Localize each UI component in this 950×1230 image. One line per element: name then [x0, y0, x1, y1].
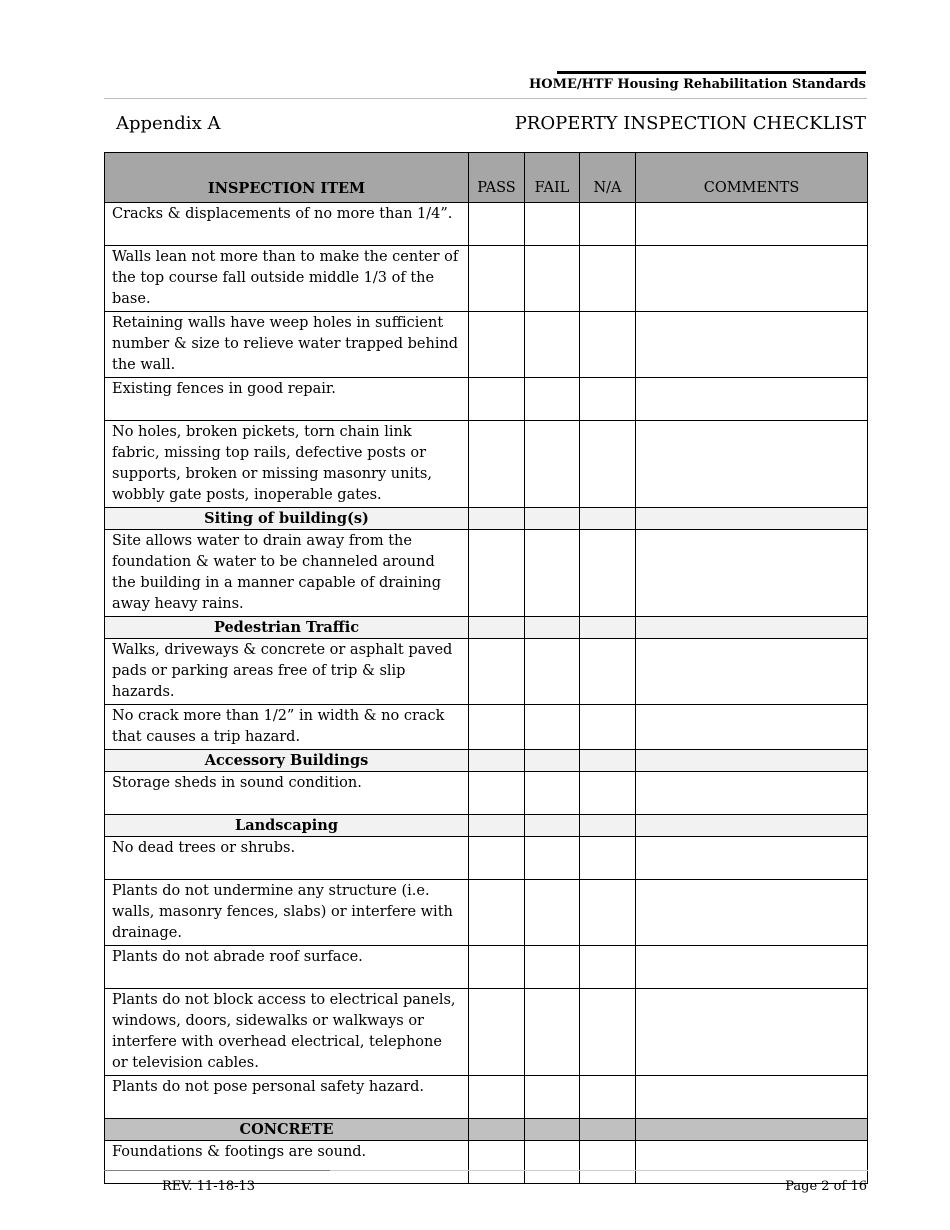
inspection-item-text: Cracks & displacements of no more than 1/4”.	[105, 203, 469, 246]
na-cell	[580, 1119, 636, 1141]
comments-cell	[636, 815, 868, 837]
pass-cell[interactable]	[469, 203, 525, 246]
subheading-text: Siting of building(s)	[105, 508, 469, 530]
checklist-body	[105, 203, 868, 1184]
comments-cell[interactable]	[636, 203, 868, 246]
comments-cell	[636, 508, 868, 530]
inspection-item-text: Retaining walls have weep holes in sufficient number & size to relieve water trapped behind the wall.	[105, 312, 469, 378]
pass-cell[interactable]	[469, 705, 525, 750]
header-rule	[104, 98, 867, 99]
fail-cell	[525, 750, 580, 772]
comments-cell[interactable]	[636, 772, 868, 815]
comments-cell	[636, 617, 868, 639]
table-row	[105, 946, 868, 989]
table-row	[105, 246, 868, 312]
column-header-inspection-item: INSPECTION ITEM	[105, 153, 469, 203]
na-cell[interactable]	[580, 639, 636, 705]
na-cell[interactable]	[580, 421, 636, 508]
na-cell[interactable]	[580, 1076, 636, 1119]
fail-cell[interactable]	[525, 312, 580, 378]
table-row	[105, 772, 868, 815]
comments-cell[interactable]	[636, 530, 868, 617]
comments-cell[interactable]	[636, 880, 868, 946]
table-row	[105, 880, 868, 946]
column-header-pass: PASS	[469, 153, 525, 203]
na-cell[interactable]	[580, 246, 636, 312]
revision-label: REV. 11-18-13	[162, 1179, 256, 1194]
table-row	[105, 1141, 868, 1184]
footer-rule-right	[330, 1170, 868, 1171]
comments-cell[interactable]	[636, 705, 868, 750]
comments-cell	[636, 750, 868, 772]
fail-cell[interactable]	[525, 530, 580, 617]
comments-cell[interactable]	[636, 246, 868, 312]
pass-cell[interactable]	[469, 530, 525, 617]
inspection-item-text: Plants do not undermine any structure (i.e. walls, masonry fences, slabs) or interfere with drainage.	[105, 880, 469, 946]
pass-cell[interactable]	[469, 989, 525, 1076]
subheading-text: Landscaping	[105, 815, 469, 837]
comments-cell[interactable]	[636, 1141, 868, 1184]
footer-rule-left	[104, 1170, 330, 1171]
inspection-item-text: Walks, driveways & concrete or asphalt paved pads or parking areas free of trip & slip hazards.	[105, 639, 469, 705]
na-cell[interactable]	[580, 530, 636, 617]
na-cell	[580, 617, 636, 639]
pass-cell[interactable]	[469, 312, 525, 378]
pass-cell[interactable]	[469, 378, 525, 421]
pass-cell[interactable]	[469, 1141, 525, 1184]
comments-cell[interactable]	[636, 1076, 868, 1119]
section-heading: CONCRETE	[105, 1119, 469, 1141]
inspection-item-text: Storage sheds in sound condition.	[105, 772, 469, 815]
inspection-item-text: No holes, broken pickets, torn chain link fabric, missing top rails, defective posts or supports, broken or missing masonry units, wobbly gate posts, inoperable gates.	[105, 421, 469, 508]
fail-cell[interactable]	[525, 989, 580, 1076]
fail-cell[interactable]	[525, 1076, 580, 1119]
comments-cell[interactable]	[636, 378, 868, 421]
fail-cell	[525, 508, 580, 530]
subheading-text: Pedestrian Traffic	[105, 617, 469, 639]
na-cell[interactable]	[580, 1141, 636, 1184]
checklist-title: PROPERTY INSPECTION CHECKLIST	[514, 113, 866, 134]
inspection-item-text: Walls lean not more than to make the center of the top course fall outside middle 1/3 of the base.	[105, 246, 469, 312]
pass-cell[interactable]	[469, 837, 525, 880]
pass-cell[interactable]	[469, 1076, 525, 1119]
inspection-checklist-table	[104, 152, 868, 1184]
pass-cell	[469, 750, 525, 772]
na-cell	[580, 750, 636, 772]
fail-cell[interactable]	[525, 837, 580, 880]
na-cell[interactable]	[580, 378, 636, 421]
table-row	[105, 639, 868, 705]
inspection-item-text: Plants do not block access to electrical panels, windows, doors, sidewalks or walkways or interfere with overhead electrical, telephone or television cables.	[105, 989, 469, 1076]
pass-cell[interactable]	[469, 639, 525, 705]
inspection-item-text: No crack more than 1/2” in width & no crack that causes a trip hazard.	[105, 705, 469, 750]
subheading-row	[105, 815, 868, 837]
fail-cell	[525, 617, 580, 639]
fail-cell[interactable]	[525, 246, 580, 312]
inspection-item-text: Existing fences in good repair.	[105, 378, 469, 421]
comments-cell[interactable]	[636, 421, 868, 508]
table-row	[105, 378, 868, 421]
comments-cell[interactable]	[636, 989, 868, 1076]
document-header-title: HOME/HTF Housing Rehabilitation Standards	[528, 77, 866, 92]
na-cell[interactable]	[580, 312, 636, 378]
inspection-item-text: Plants do not pose personal safety hazard.	[105, 1076, 469, 1119]
subheading-row	[105, 750, 868, 772]
header-rule-thick	[557, 71, 866, 74]
pass-cell[interactable]	[469, 246, 525, 312]
na-cell[interactable]	[580, 203, 636, 246]
pass-cell[interactable]	[469, 946, 525, 989]
table-row	[105, 705, 868, 750]
table-header-row	[105, 153, 868, 203]
fail-cell[interactable]	[525, 203, 580, 246]
inspection-item-text: Foundations & footings are sound.	[105, 1141, 469, 1184]
comments-cell[interactable]	[636, 946, 868, 989]
na-cell[interactable]	[580, 989, 636, 1076]
table-row	[105, 1076, 868, 1119]
comments-cell[interactable]	[636, 639, 868, 705]
fail-cell	[525, 815, 580, 837]
table-row	[105, 421, 868, 508]
table-row	[105, 203, 868, 246]
fail-cell[interactable]	[525, 378, 580, 421]
subheading-row	[105, 508, 868, 530]
fail-cell[interactable]	[525, 880, 580, 946]
pass-cell	[469, 508, 525, 530]
fail-cell[interactable]	[525, 772, 580, 815]
na-cell	[580, 508, 636, 530]
fail-cell[interactable]	[525, 639, 580, 705]
appendix-label: Appendix A	[116, 113, 221, 134]
pass-cell[interactable]	[469, 880, 525, 946]
pass-cell[interactable]	[469, 772, 525, 815]
na-cell[interactable]	[580, 880, 636, 946]
na-cell[interactable]	[580, 837, 636, 880]
fail-cell[interactable]	[525, 705, 580, 750]
fail-cell[interactable]	[525, 1141, 580, 1184]
pass-cell	[469, 815, 525, 837]
comments-cell[interactable]	[636, 312, 868, 378]
fail-cell	[525, 1119, 580, 1141]
inspection-item-text: Plants do not abrade roof surface.	[105, 946, 469, 989]
comments-cell[interactable]	[636, 837, 868, 880]
page-number: Page 2 of 16	[785, 1179, 867, 1194]
column-header-comments: COMMENTS	[636, 153, 868, 203]
column-header-na: N/A	[580, 153, 636, 203]
fail-cell[interactable]	[525, 421, 580, 508]
column-header-fail: FAIL	[525, 153, 580, 203]
inspection-item-text: Site allows water to drain away from the foundation & water to be channeled around the building in a manner capable of draining away heavy rains.	[105, 530, 469, 617]
table-row	[105, 312, 868, 378]
subheading-text: Accessory Buildings	[105, 750, 469, 772]
table-row	[105, 530, 868, 617]
comments-cell	[636, 1119, 868, 1141]
pass-cell	[469, 1119, 525, 1141]
inspection-item-text: No dead trees or shrubs.	[105, 837, 469, 880]
na-cell[interactable]	[580, 705, 636, 750]
pass-cell[interactable]	[469, 421, 525, 508]
na-cell[interactable]	[580, 772, 636, 815]
pass-cell	[469, 617, 525, 639]
na-cell	[580, 815, 636, 837]
table-row	[105, 989, 868, 1076]
fail-cell[interactable]	[525, 946, 580, 989]
section-row	[105, 1119, 868, 1141]
subheading-row	[105, 617, 868, 639]
table-row	[105, 837, 868, 880]
na-cell[interactable]	[580, 946, 636, 989]
